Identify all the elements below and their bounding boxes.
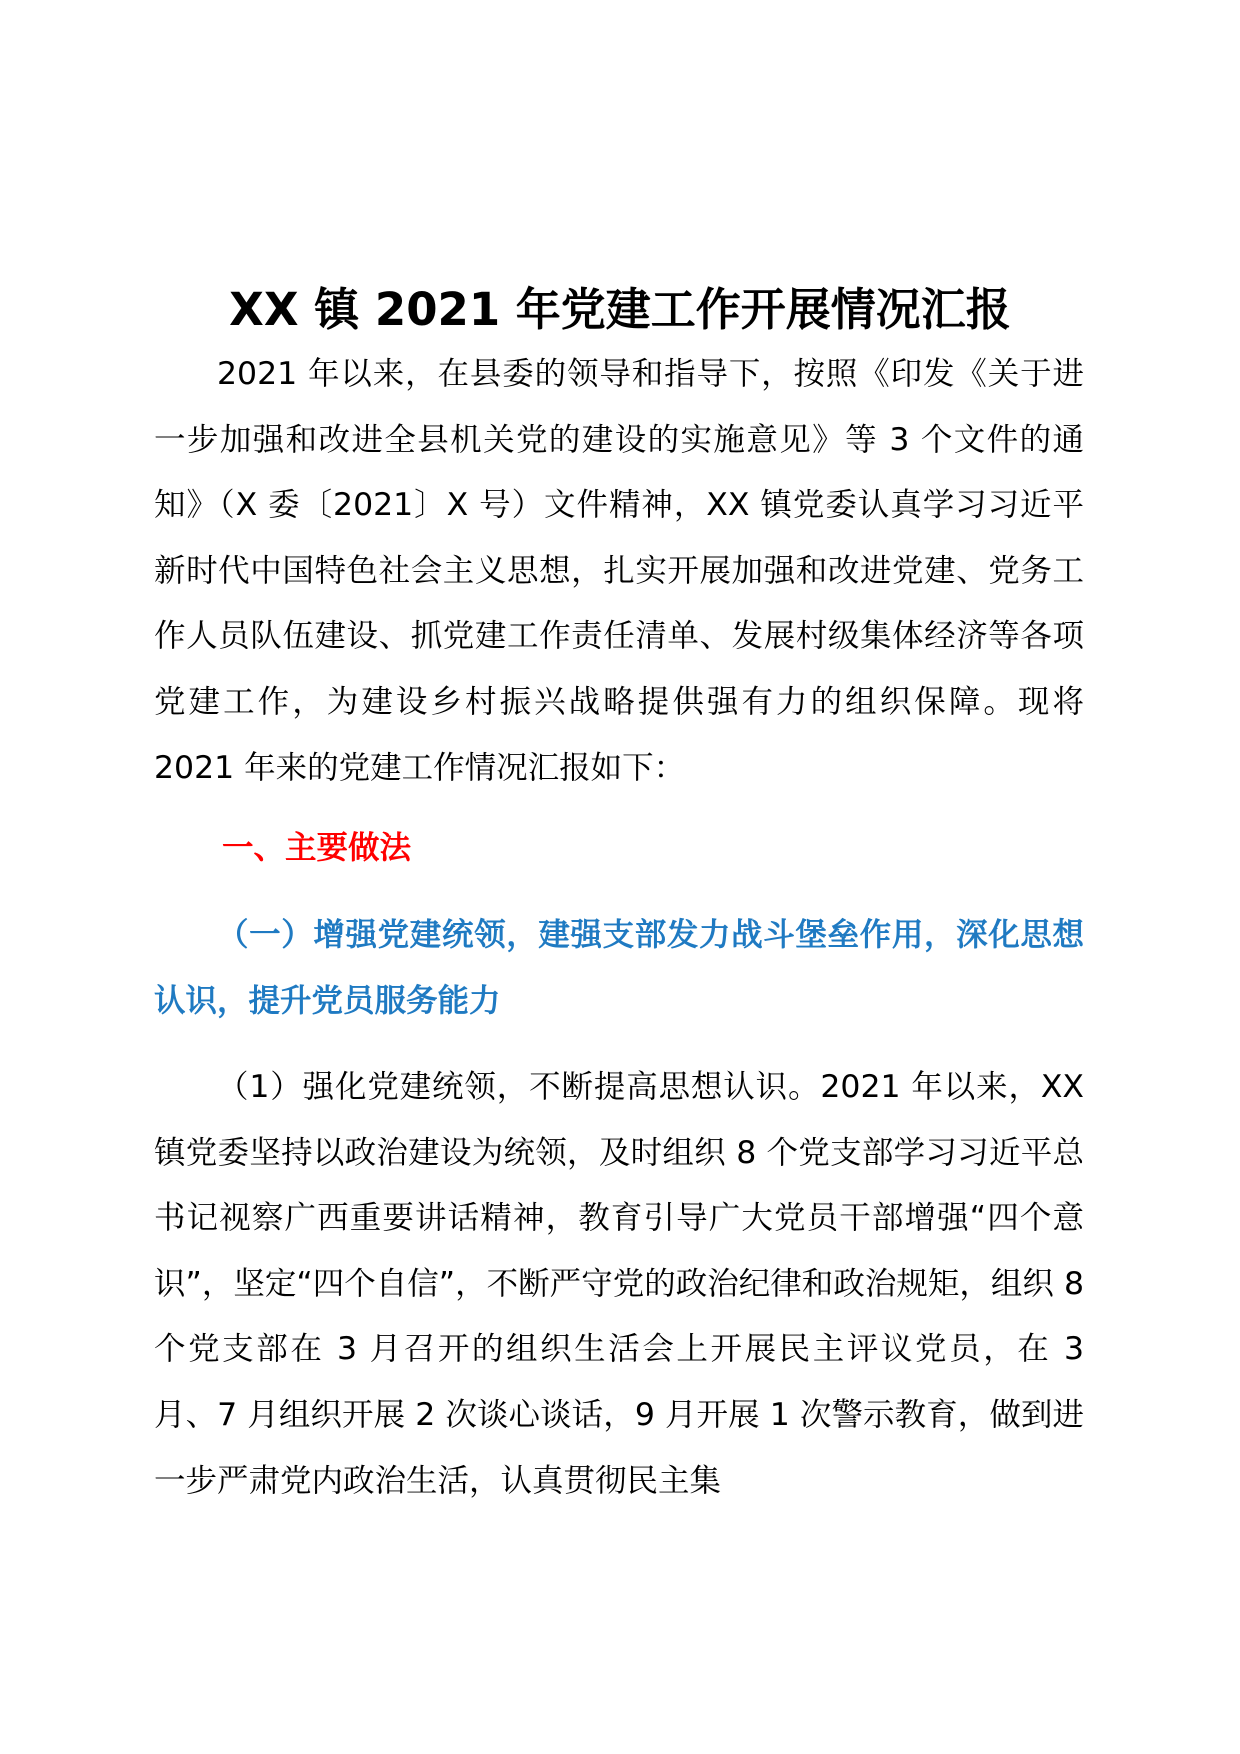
- intro-paragraph: 2021 年以来，在县委的领导和指导下，按照《印发《关于进一步加强和改进全县机关党的建设的实施意见》等 3 个文件的通知》（X 委〔2021〕X 号）文件精神，XX 镇党委认真学习习近平新时代中国特色社会主义思想，扎实开展加强和改进党建、党务工作人员队伍建设、抓党建工作责任清单、发展村级集体经济等各项党建工作，为建设乡村振兴战略提供强有力的组织保障。现将 2021 年来的党建工作情况汇报如下：: [154, 356, 1084, 786]
- document-title: XX 镇 2021 年党建工作开展情况汇报: [229, 283, 1011, 337]
- section-heading: 一、主要做法: [222, 830, 412, 866]
- subsection-heading: （一）增强党建统领，建强支部发力战斗堡垒作用，深化思想认识，提升党员服务能力: [154, 917, 1084, 1019]
- body-paragraph: （1）强化党建统领，不断提高思想认识。2021 年以来，XX 镇党委坚持以政治建设为统领，及时组织 8 个党支部学习习近平总书记视察广西重要讲话精神，教育引导广大党员干部增强“四个意识”，坚定“四个自信”，不断严守党的政治纪律和政治规矩，组织 8 个党支部在 3 月召开的组织生活会上开展民主评议党员，在 3 月、7 月组织开展 2 次谈心谈话，9 月开展 1 次警示教育，做到进一步严肃党内政治生活，认真贯彻民主集: [154, 1069, 1084, 1499]
